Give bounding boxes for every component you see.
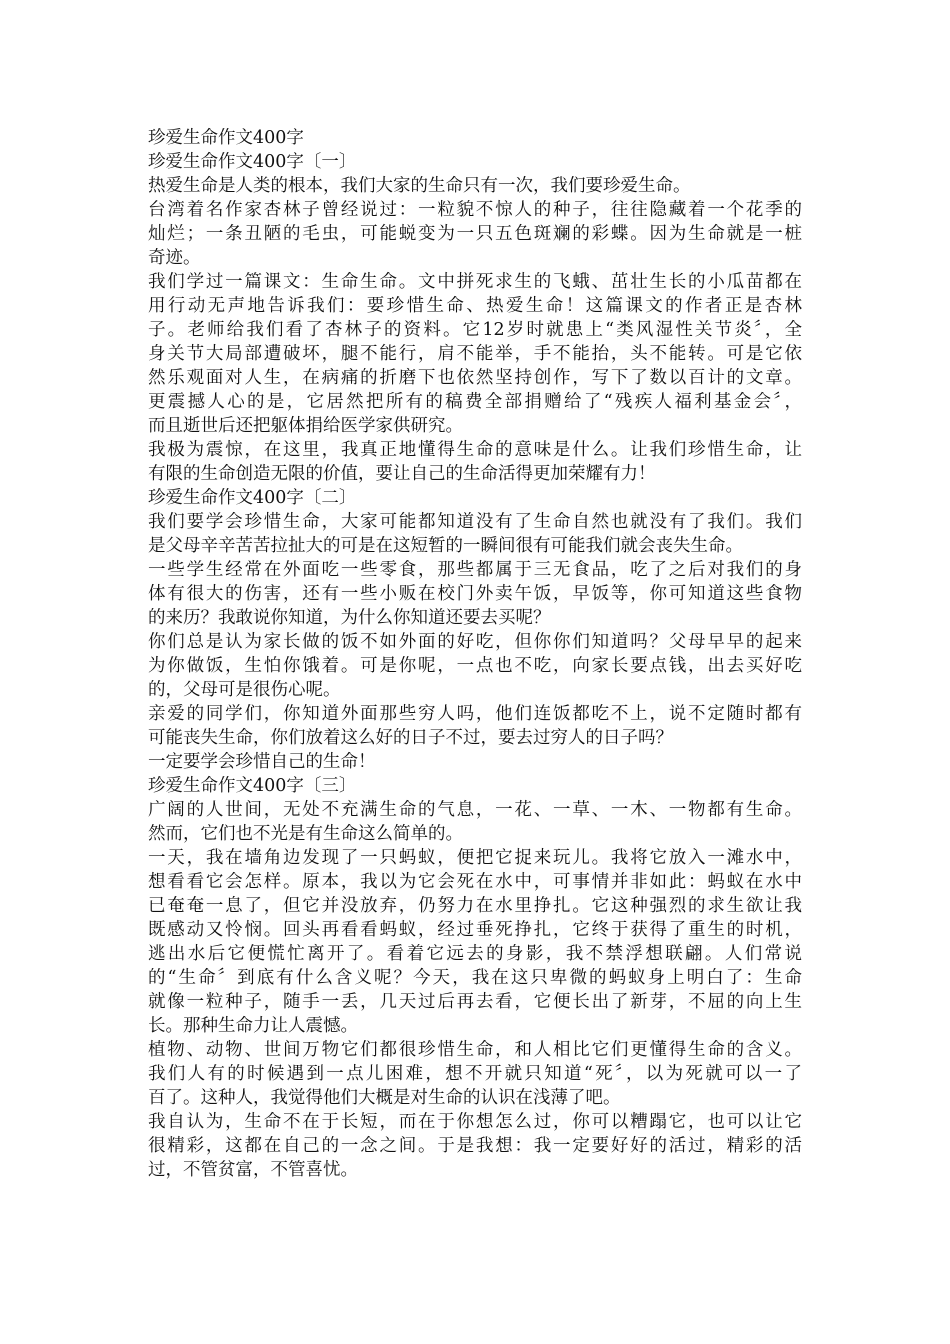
paragraph <box>148 750 802 774</box>
text-line: 已奄奄一息了，但它并没放弃，仍努力在水里挣扎。它这种强烈的求生欲让我 <box>148 896 802 916</box>
paragraph <box>148 198 802 270</box>
text-line: 一天，我在墙角边发现了一只蚂蚁，便把它捉来玩儿。我将它放入一滩水中， <box>148 848 802 868</box>
paragraph <box>148 846 802 1038</box>
text-line: 是父母辛辛苦苦拉扯大的可是在这短暂的一瞬间很有可能我们就会丧失生命。 <box>148 536 743 556</box>
section-heading-3: 珍爱生命作文400字〔三〕 <box>148 776 357 796</box>
text-line: 植物、动物、世间万物它们都很珍惜生命，和人相比它们更懂得生命的含义。 <box>148 1040 802 1060</box>
text-line: 亲爱的同学们，你知道外面那些穷人吗，他们连饭都吃不上，说不定随时都有 <box>148 704 802 724</box>
text-line: 的“生命〞到底有什么含义呢？今天，我在这只卑微的蚂蚁身上明白了：生命 <box>148 968 802 988</box>
text-line: 我自认为，生命不在于长短，而在于你想怎么过，你可以糟蹋它，也可以让它 <box>148 1112 802 1132</box>
text-line: 长。那种生命力让人震憾。 <box>148 1016 358 1036</box>
text-line: 用行动无声地告诉我们：要珍惜生命、热爱生命！这篇课文的作者正是杏林 <box>148 296 802 316</box>
paragraph <box>148 438 802 486</box>
text-line: 子。老师给我们看了杏林子的资料。它12岁时就患上“类风湿性关节炎〞，全 <box>148 320 802 340</box>
text-line: 可能丧失生命，你们放着这么好的日子不过，要去过穷人的日子吗？ <box>148 728 673 748</box>
section-heading-2: 珍爱生命作文400字〔二〕 <box>148 488 357 508</box>
text-line: 我极为震惊，在这里，我真正地懂得生命的意味是什么。让我们珍惜生命，让 <box>148 440 802 460</box>
paragraph <box>148 174 802 198</box>
text-line: 有限的生命创造无限的价值，要让自己的生命活得更加荣耀有力！ <box>148 464 656 484</box>
text-line: 然乐观面对人生，在病痛的折磨下也依然坚持创作，写下了数以百计的文章。 <box>148 368 802 388</box>
document-body <box>148 126 802 1182</box>
text-line: 而且逝世后还把躯体捐给医学家供研究。 <box>148 416 463 436</box>
paragraph <box>148 1038 802 1110</box>
text-line: 一些学生经常在外面吃一些零食，那些都属于三无食品，吃了之后对我们的身 <box>148 560 802 580</box>
text-line: 逃出水后它便慌忙离开了。看着它远去的身影，我不禁浮想联翩。人们常说 <box>148 944 802 964</box>
text-line: 灿烂；一条丑陋的毛虫，可能蜕变为一只五色斑斓的彩蝶。因为生命就是一桩 <box>148 224 802 244</box>
text-line: 我们要学会珍惜生命，大家可能都知道没有了生命自然也就没有了我们。我们 <box>148 512 802 532</box>
text-line: 的来历？我敢说你知道，为什么你知道还要去买呢？ <box>148 608 551 628</box>
text-line: 想看看它会怎样。原本，我以为它会死在水中，可事情并非如此：蚂蚁在水中 <box>148 872 802 892</box>
section-heading-1: 珍爱生命作文400字〔一〕 <box>148 152 357 172</box>
text-line: 身关节大局部遭破坏，腿不能行，肩不能举，手不能抬，头不能转。可是它依 <box>148 344 802 364</box>
text-line: 你们总是认为家长做的饭不如外面的好吃，但你你们知道吗？父母早早的起来 <box>148 632 802 652</box>
text-line: 我们学过一篇课文：生命生命。文中拼死求生的飞蛾、茁壮生长的小瓜苗都在 <box>148 272 802 292</box>
paragraph <box>148 558 802 630</box>
paragraph <box>148 1110 802 1182</box>
paragraph <box>148 510 802 558</box>
text-line: 体有很大的伤害，还有一些小贩在校门外卖午饭，早饭等，你可知道这些食物 <box>148 584 802 604</box>
text-line: 过，不管贫富，不管喜忧。 <box>148 1160 358 1180</box>
text-line: 为你做饭，生怕你饿着。可是你呢，一点也不吃，向家长要点钱，出去买好吃 <box>148 656 802 676</box>
text-line: 然而，它们也不光是有生命这么简单的。 <box>148 824 463 844</box>
text-line: 我们人有的时候遇到一点儿困难，想不开就只知道“死〞，以为死就可以一了 <box>148 1064 802 1084</box>
document-title: 珍爱生命作文400字 <box>148 128 304 148</box>
text-line: 就像一粒种子，随手一丢，几天过后再去看，它便长出了新芽，不屈的向上生 <box>148 992 802 1012</box>
text-line: 台湾着名作家杏林子曾经说过：一粒貌不惊人的种子，往往隐藏着一个花季的 <box>148 200 802 220</box>
text-line: 百了。这种人，我觉得他们大概是对生命的认识在浅薄了吧。 <box>148 1088 621 1108</box>
paragraph <box>148 798 802 846</box>
text-line: 奇迹。 <box>148 248 201 268</box>
paragraph <box>148 630 802 702</box>
text-line: 广阔的人世间，无处不充满生命的气息，一花、一草、一木、一物都有生命。 <box>148 800 802 820</box>
text-line: 一定要学会珍惜自己的生命！ <box>148 752 376 772</box>
paragraph <box>148 702 802 750</box>
text-line: 很精彩，这都在自己的一念之间。于是我想：我一定要好好的活过，精彩的活 <box>148 1136 802 1156</box>
text-line: 更震撼人心的是，它居然把所有的稿费全部捐赠给了“残疾人福利基金会〞， <box>148 392 802 412</box>
text-line: 的，父母可是很伤心呢。 <box>148 680 341 700</box>
text-line: 既感动又怜悯。回头再看看蚂蚁，经过垂死挣扎，它终于获得了重生的时机， <box>148 920 802 940</box>
paragraph <box>148 270 802 438</box>
text-line: 热爱生命是人类的根本，我们大家的生命只有一次，我们要珍爱生命。 <box>148 176 691 196</box>
